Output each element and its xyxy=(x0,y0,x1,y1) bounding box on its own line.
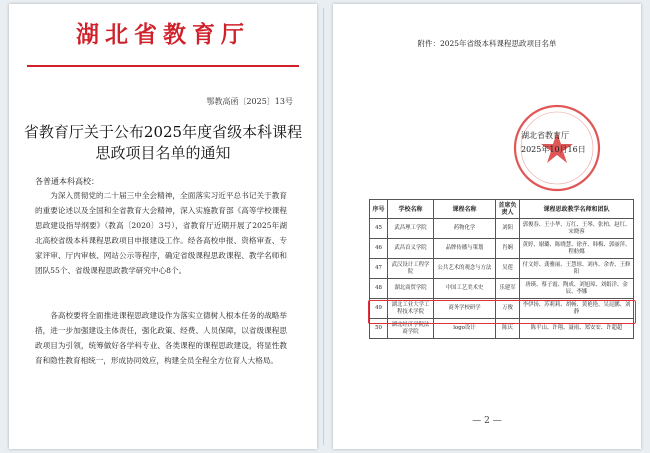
cell-course: 中国工艺美术史 xyxy=(434,279,496,299)
body-paragraph-2: 各高校要将全面推进课程思政建设作为落实立德树人根本任务的战略举措，进一步加强建设主体责任，强化政策、经费、人员保障，以省级课程思政项目为引领，统筹做好各学科专业、各类课程的课程思政建设，将显性教育和隐性教育相统一，形成协同效应，构建全员全程全方位育人大格局。 xyxy=(35,311,287,365)
table-row xyxy=(370,219,634,239)
table-row xyxy=(370,239,634,259)
cell-index: 46 xyxy=(370,239,388,259)
cell-school: 湖北商贸学院 xyxy=(388,279,434,299)
seal-issuer: 湖北省教育厅 xyxy=(521,131,569,140)
cell-team: 郭俊春、王小华、万红、王琴、张柏、赵红、宋晓蓉 xyxy=(520,219,634,239)
highlight-box xyxy=(368,300,636,324)
seal-date: 2025年10月16日 xyxy=(521,145,586,154)
cell-team: 付文婷、龚雅丽、王慧琼、刘冉、余杏、王修阳 xyxy=(520,259,634,279)
cell-course: logo设计 xyxy=(434,319,496,339)
page-number: — 2 — xyxy=(472,416,502,426)
table-row xyxy=(370,259,634,279)
annex-page xyxy=(333,4,641,449)
table-header-row xyxy=(370,200,634,219)
cell-team: 唐瑛、蔡子霞、陶成、刘旭璋、刘娟洋、金辰、李娜 xyxy=(520,279,634,299)
body-paragraph-1: 为深入贯彻党的二十届三中全会精神，全面落实习近平总书记关于教育的重要论述以及全国和全省教育大会精神，深入实施教育部《高等学校课程思政建设指导纲要》（教高〔2020〕3号），省教育厅近期开展了2025年湖北高校省级本科课程思政项目申报建设工作。经各高校申报、资格审查、专家评审、厅内审核、网站公示等程序，确定省级课程思政课程、教学名师和团队55个、省级课程思政教学研究中心8个。 xyxy=(35,191,287,275)
cell-index: 48 xyxy=(370,279,388,299)
cell-school: 武汉设计工程学院 xyxy=(388,259,434,279)
cell-lead: 刘阳 xyxy=(496,219,520,239)
notice-page xyxy=(9,4,317,449)
document-number: 鄂教高函〔2025〕13号 xyxy=(206,97,293,106)
cell-index: 49 xyxy=(370,299,388,319)
cell-school: 湖北工业大学工程技术学院 xyxy=(388,299,434,319)
cell-lead: 万俊 xyxy=(496,299,520,319)
cell-lead: 肖娴 xyxy=(496,239,520,259)
cell-team: 黄婷、谢璐、陈晓慧、徐齐、韩梅、郭丽萍、程舫娜 xyxy=(520,239,634,259)
issuer-header: 湖北省教育厅 xyxy=(76,21,250,48)
notice-title-line2: 思政项目名单的通知 xyxy=(95,144,231,162)
greeting: 各普通本科高校： xyxy=(35,177,99,186)
page-divider xyxy=(323,8,324,445)
cell-lead: 乐建军 xyxy=(496,279,520,299)
cell-course: 药物化学 xyxy=(434,219,496,239)
cell-team: 李伊扬、苏莉莉、胡畅、黄艳艳、吴昆鹏、刘静 xyxy=(520,299,634,319)
col-header-course: 课程名称 xyxy=(434,200,496,219)
table-row xyxy=(370,279,634,299)
cell-course: 商务学校研学 xyxy=(434,299,496,319)
notice-title-line1: 省教育厅关于公布2025年度省级本科课程 xyxy=(23,123,303,141)
cell-school: 武昌理工学院 xyxy=(388,219,434,239)
cell-course: 公共艺术的观念与方法 xyxy=(434,259,496,279)
col-header-index: 序号 xyxy=(370,200,388,219)
cell-index: 45 xyxy=(370,219,388,239)
cell-school: 湖北经济学院法商学院 xyxy=(388,319,434,339)
cell-index: 47 xyxy=(370,259,388,279)
red-divider xyxy=(27,65,299,67)
col-header-school: 学校名称 xyxy=(388,200,434,219)
cell-lead: 吴莲 xyxy=(496,259,520,279)
cell-course: 品牌传播与策划 xyxy=(434,239,496,259)
cell-team: 陈平山、许翔、聂雨、郑安安、许超超 xyxy=(520,319,634,339)
cell-school: 武昌首义学院 xyxy=(388,239,434,259)
col-header-lead: 首席负责人 xyxy=(496,200,520,219)
cell-index: 50 xyxy=(370,319,388,339)
col-header-team: 课程思政教学名师和团队 xyxy=(520,200,634,219)
annex-title: 附件：2025年省级本科课程思政项目名单 xyxy=(417,39,557,48)
cell-lead: 陈庆 xyxy=(496,319,520,339)
